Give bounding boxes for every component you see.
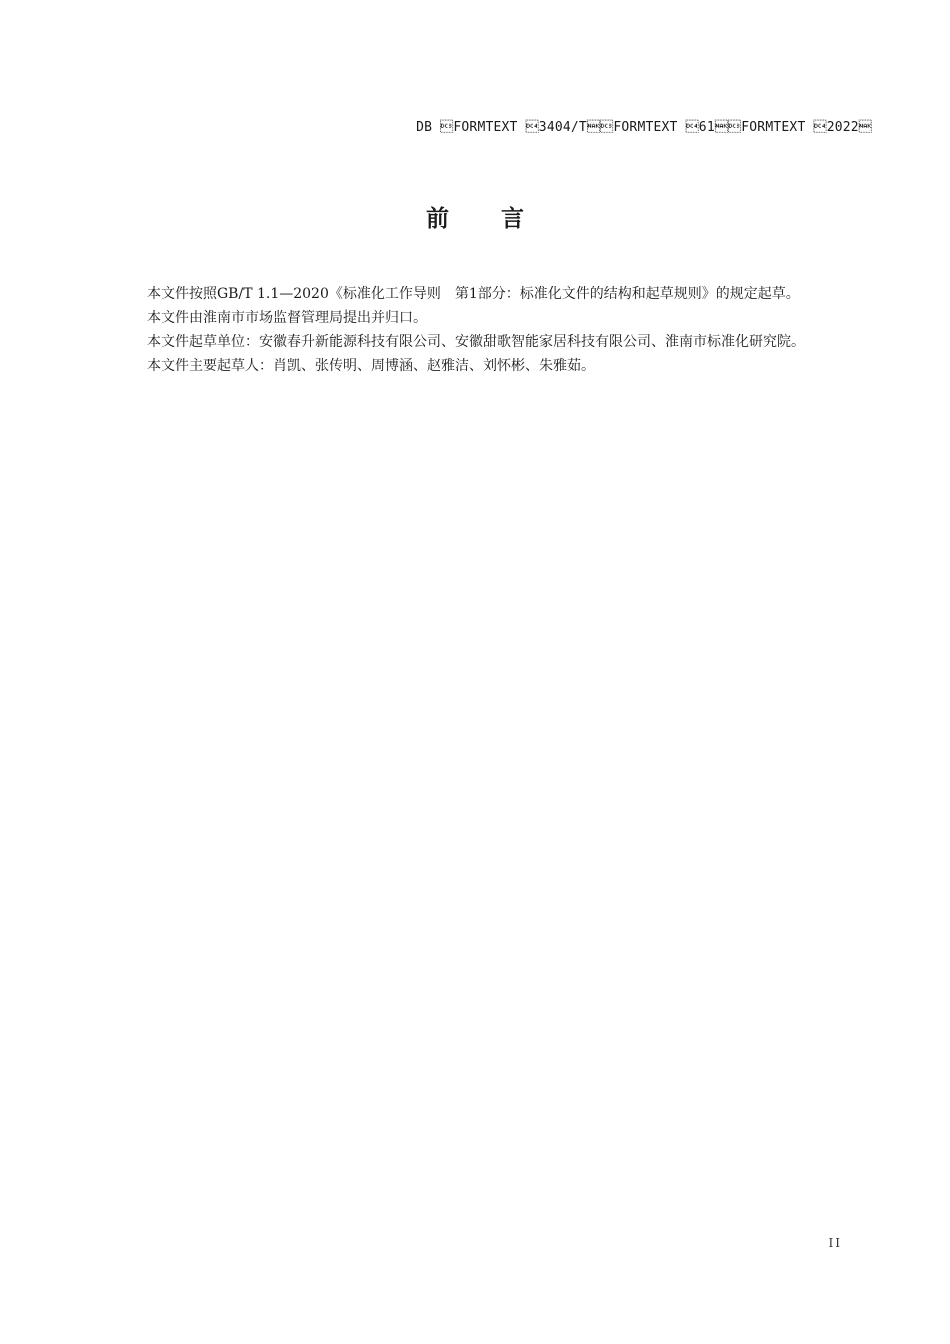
title-char-1: 前	[426, 206, 449, 232]
title-char-2: 言	[501, 206, 524, 232]
page-number: II	[828, 1236, 842, 1250]
paragraph-drafting-rules: 本文件按照GB/T 1.1—2020《标准化工作导则 第1部分：标准化文件的结构和起草规则》的规定起草。	[147, 286, 800, 302]
paragraph-drafters: 本文件主要起草人：肖凯、张传明、周博涵、赵雅洁、刘怀彬、朱雅茹。	[147, 358, 595, 374]
page-title	[0, 200, 950, 233]
foreword-body	[113, 282, 860, 378]
standard-code-header: DB FORMTEXT 3404/TFORMTEXT 61FORMTEXT 2022	[416, 120, 872, 135]
paragraph-drafting-units: 本文件起草单位：安徽春升新能源科技有限公司、安徽甜歌智能家居科技有限公司、淮南市标准化研究院。	[147, 334, 805, 350]
paragraph-proposer: 本文件由淮南市市场监督管理局提出并归口。	[147, 310, 427, 326]
